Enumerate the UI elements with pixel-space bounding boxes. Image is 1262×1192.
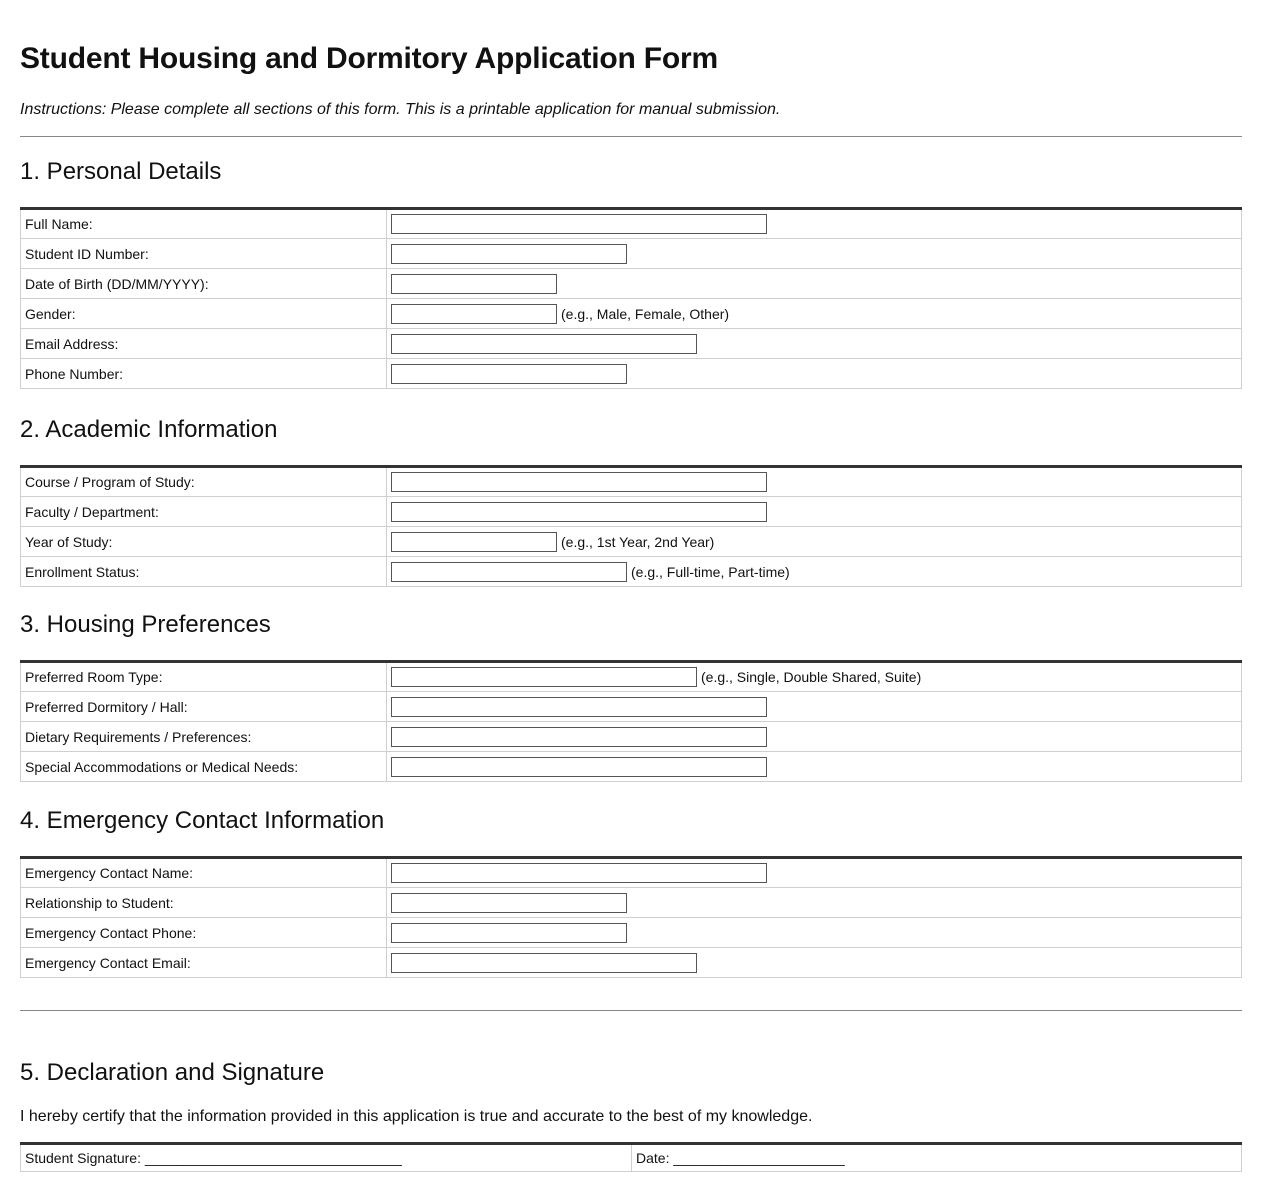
table-row <box>21 1144 1242 1172</box>
emergency-email-label: Emergency Contact Email: <box>21 948 387 978</box>
gender-label: Gender: <box>21 299 387 329</box>
section-heading-personal: 1. Personal Details <box>20 158 222 185</box>
faculty-label: Faculty / Department: <box>21 497 387 527</box>
emergency-name-field[interactable] <box>391 863 767 883</box>
dietary-label: Dietary Requirements / Preferences: <box>21 722 387 752</box>
personal-details-table <box>20 207 1242 389</box>
table-row <box>21 662 1242 692</box>
table-row <box>21 299 1242 329</box>
table-row <box>21 692 1242 722</box>
emergency-phone-field[interactable] <box>391 923 627 943</box>
dormitory-field[interactable] <box>391 697 767 717</box>
gender-hint: (e.g., Male, Female, Other) <box>561 305 730 322</box>
year-hint: (e.g., 1st Year, 2nd Year) <box>561 533 715 550</box>
year-label: Year of Study: <box>21 527 387 557</box>
enrollment-hint: (e.g., Full-time, Part-time) <box>631 563 790 580</box>
student-signature-line[interactable]: Student Signature: _________________________________ <box>21 1144 632 1172</box>
table-row <box>21 359 1242 389</box>
relationship-field[interactable] <box>391 893 627 913</box>
enrollment-label: Enrollment Status: <box>21 557 387 587</box>
table-row <box>21 918 1242 948</box>
course-field[interactable] <box>391 472 767 492</box>
declaration-text: I hereby certify that the information provided in this application is true and accurate to the best of my knowledge. <box>20 1108 813 1125</box>
student-id-field[interactable] <box>391 244 627 264</box>
faculty-field[interactable] <box>391 502 767 522</box>
full-name-field[interactable] <box>391 214 767 234</box>
table-row <box>21 948 1242 978</box>
emergency-phone-label: Emergency Contact Phone: <box>21 918 387 948</box>
email-field[interactable] <box>391 334 697 354</box>
special-needs-label: Special Accommodations or Medical Needs: <box>21 752 387 782</box>
table-row <box>21 467 1242 497</box>
housing-preferences-table <box>20 660 1242 782</box>
table-row <box>21 239 1242 269</box>
table-row <box>21 209 1242 239</box>
table-row <box>21 888 1242 918</box>
year-field[interactable] <box>391 532 557 552</box>
date-line[interactable]: Date: ______________________ <box>632 1144 1242 1172</box>
relationship-label: Relationship to Student: <box>21 888 387 918</box>
emergency-contact-table <box>20 856 1242 978</box>
full-name-label: Full Name: <box>21 209 387 239</box>
table-row <box>21 752 1242 782</box>
dormitory-label: Preferred Dormitory / Hall: <box>21 692 387 722</box>
table-row <box>21 269 1242 299</box>
divider <box>20 136 1242 137</box>
table-row <box>21 329 1242 359</box>
course-label: Course / Program of Study: <box>21 467 387 497</box>
table-row <box>21 557 1242 587</box>
table-row <box>21 527 1242 557</box>
section-heading-declaration: 5. Declaration and Signature <box>20 1059 325 1086</box>
section-heading-housing: 3. Housing Preferences <box>20 611 271 638</box>
dob-field[interactable] <box>391 274 557 294</box>
room-type-label: Preferred Room Type: <box>21 662 387 692</box>
academic-information-table <box>20 465 1242 587</box>
gender-field[interactable] <box>391 304 557 324</box>
email-label: Email Address: <box>21 329 387 359</box>
table-row <box>21 497 1242 527</box>
phone-label: Phone Number: <box>21 359 387 389</box>
table-row <box>21 722 1242 752</box>
student-id-label: Student ID Number: <box>21 239 387 269</box>
section-heading-academic: 2. Academic Information <box>20 416 278 443</box>
signature-table <box>20 1142 1242 1172</box>
special-needs-field[interactable] <box>391 757 767 777</box>
instructions-text: Instructions: Please complete all sections of this form. This is a printable application for manual submission. <box>20 101 781 118</box>
section-heading-emergency: 4. Emergency Contact Information <box>20 807 385 834</box>
table-row <box>21 858 1242 888</box>
dob-label: Date of Birth (DD/MM/YYYY): <box>21 269 387 299</box>
page-title: Student Housing and Dormitory Application Form <box>20 42 719 75</box>
room-type-field[interactable] <box>391 667 697 687</box>
phone-field[interactable] <box>391 364 627 384</box>
dietary-field[interactable] <box>391 727 767 747</box>
divider <box>20 1010 1242 1011</box>
emergency-name-label: Emergency Contact Name: <box>21 858 387 888</box>
enrollment-field[interactable] <box>391 562 627 582</box>
emergency-email-field[interactable] <box>391 953 697 973</box>
room-type-hint: (e.g., Single, Double Shared, Suite) <box>701 669 922 685</box>
